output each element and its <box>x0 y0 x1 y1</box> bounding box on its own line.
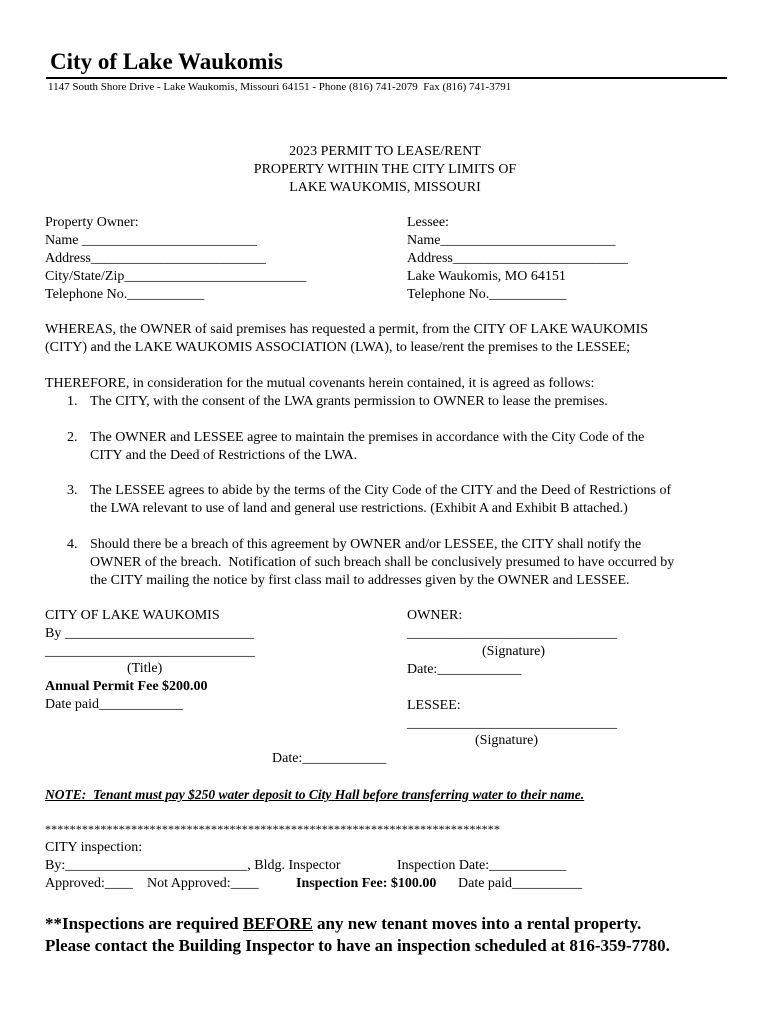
item-text: OWNER of the breach. Notification of such breach shall be conclusively presumed to have occurred by <box>90 555 675 570</box>
permit-title <box>0 143 770 197</box>
permit-title-line-3: LAKE WAUKOMIS, MISSOURI <box>289 180 481 195</box>
owner-signature-heading: OWNER: <box>407 608 463 623</box>
permit-title-line-2: PROPERTY WITHIN THE CITY LIMITS OF <box>253 162 517 177</box>
inspection-requirement-notice <box>45 913 641 935</box>
city-title-field[interactable]: ______________________________ <box>45 644 255 659</box>
owner-address-field[interactable]: Address_________________________ <box>45 251 266 266</box>
item-text: the LWA relevant to use of land and general use restrictions. (Exhibit A and Exhibit B attached.) <box>90 501 628 516</box>
lessee-name-field[interactable]: Name_________________________ <box>407 233 616 248</box>
lessee-telephone-field[interactable]: Telephone No.___________ <box>407 287 567 302</box>
city-by-signature-field[interactable]: By ___________________________ <box>45 626 254 641</box>
owner-signature-field[interactable]: ______________________________ <box>407 626 617 641</box>
lessee-date-field[interactable]: Date:____________ <box>272 751 387 766</box>
city-signature-heading: CITY OF LAKE WAUKOMIS <box>45 608 220 623</box>
item-text: The CITY, with the consent of the LWA grants permission to OWNER to lease the premises. <box>90 394 608 409</box>
inspection-date-paid-field[interactable]: Date paid__________ <box>458 876 583 891</box>
item-number: 1. <box>67 394 78 409</box>
whereas-line-2: (CITY) and the LAKE WAUKOMIS ASSOCIATION (LWA), to lease/rent the premises to the LESSEE; <box>45 340 631 355</box>
notice-text-post: any new tenant moves into a rental property. <box>312 914 642 933</box>
permit-date-paid-field[interactable]: Date paid____________ <box>45 697 184 712</box>
lessee-city-text: Lake Waukomis, MO 64151 <box>407 269 566 284</box>
item-text: The OWNER and LESSEE agree to maintain the premises in accordance with the City Code of the <box>90 430 645 445</box>
item-text: CITY and the Deed of Restrictions of the LWA. <box>90 448 358 463</box>
permit-title-line-1: 2023 PERMIT TO LEASE/RENT <box>289 144 481 159</box>
owner-telephone-field[interactable]: Telephone No.___________ <box>45 287 205 302</box>
inspection-date-field[interactable]: Inspection Date:___________ <box>397 858 567 873</box>
inspector-signature-field[interactable]: By:__________________________, Bldg. Inspector <box>45 858 341 873</box>
item-text: Should there be a breach of this agreement by OWNER and/or LESSEE, the CITY shall notify the <box>90 537 642 552</box>
lessee-signature-label: (Signature) <box>475 733 538 748</box>
not-approved-field[interactable]: Not Approved:____ <box>147 876 259 891</box>
lessee-signature-heading: LESSEE: <box>407 698 461 713</box>
owner-name-field[interactable]: Name _________________________ <box>45 233 257 248</box>
inspection-fee: Inspection Fee: $100.00 <box>296 876 437 891</box>
water-deposit-note: NOTE: Tenant must pay $250 water deposit to City Hall before transferring water to their name. <box>45 787 585 802</box>
notice-text-pre: **Inspections are required <box>45 914 243 933</box>
item-text: the CITY mailing the notice by first class mail to addresses given by the OWNER and LESSEE. <box>90 573 630 588</box>
inspection-contact-notice: Please contact the Building Inspector to have an inspection scheduled at 816-359-7780. <box>45 936 670 955</box>
city-title: City of Lake Waukomis <box>50 49 283 74</box>
lessee-address-field[interactable]: Address_________________________ <box>407 251 628 266</box>
notice-text-emphasis: BEFORE <box>242 914 313 933</box>
approved-field[interactable]: Approved:____ <box>45 876 133 891</box>
lessee-signature-field[interactable]: ______________________________ <box>407 716 617 731</box>
city-address-line: 1147 South Shore Drive - Lake Waukomis, Missouri 64151 - Phone (816) 741-2079 Fax (816) 741-3791 <box>48 81 512 93</box>
annual-permit-fee: Annual Permit Fee $200.00 <box>45 679 208 694</box>
whereas-line-1: WHEREAS, the OWNER of said premises has requested a permit, from the CITY OF LAKE WAUKOMIS <box>45 322 649 337</box>
city-title-label: (Title) <box>127 661 163 676</box>
separator-asterisks: ************************************************************************** <box>45 822 501 836</box>
city-inspection-heading: CITY inspection: <box>45 840 143 855</box>
owner-signature-label: (Signature) <box>482 644 545 659</box>
therefore-clause: THEREFORE, in consideration for the mutual covenants herein contained, it is agreed as follows: <box>45 376 595 391</box>
item-number: 3. <box>67 483 78 498</box>
item-number: 2. <box>67 430 78 445</box>
item-text: The LESSEE agrees to abide by the terms of the City Code of the CITY and the Deed of Restrictions of <box>90 483 672 498</box>
owner-date-field[interactable]: Date:____________ <box>407 662 522 677</box>
owner-city-state-zip-field[interactable]: City/State/Zip__________________________ <box>45 269 307 284</box>
property-owner-heading: Property Owner: <box>45 215 139 230</box>
lessee-heading: Lessee: <box>407 215 449 230</box>
item-number: 4. <box>67 537 78 552</box>
header-divider <box>46 77 727 79</box>
